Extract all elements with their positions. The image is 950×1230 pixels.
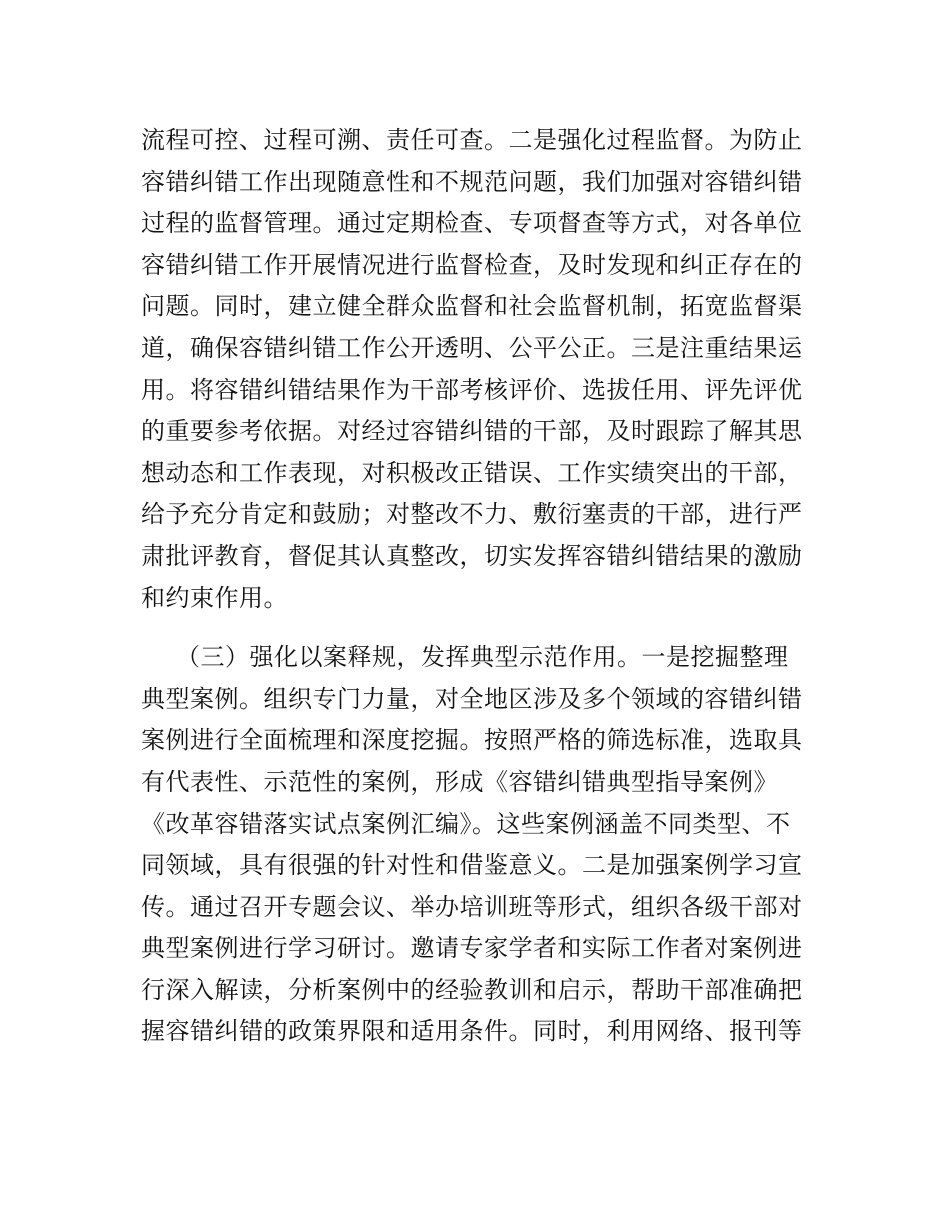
- text-line: 肃批评教育，督促其认真整改，切实发挥容错纠错结果的激励: [141, 541, 803, 570]
- text-line: 握容错纠错的政策界限和适用条件。同时，利用网络、报刊等: [141, 1017, 803, 1046]
- text-line: 想动态和工作表现，对积极改正错误、工作实绩突出的干部，: [141, 458, 803, 487]
- paragraph-2: [141, 637, 813, 1053]
- text-line: 典型案例进行学习研讨。邀请专家学者和实际工作者对案例进: [141, 934, 803, 963]
- text-line: 容错纠错工作开展情况进行监督检查，及时发现和纠正存在的: [141, 250, 803, 279]
- paragraph-1: [141, 120, 813, 619]
- text-line: 典型案例。组织专门力量，对全地区涉及多个领域的容错纠错: [141, 684, 803, 713]
- text-line: 的重要参考依据。对经过容错纠错的干部，及时跟踪了解其思: [141, 417, 803, 446]
- text-line: 容错纠错工作出现随意性和不规范问题，我们加强对容错纠错: [141, 167, 803, 196]
- document-body: [141, 120, 813, 1053]
- text-line: 有代表性、示范性的案例，形成《容错纠错典型指导案例》: [141, 767, 778, 796]
- text-line: 案例进行全面梳理和深度挖掘。按照严格的筛选标准，选取具: [141, 726, 803, 755]
- text-line: 道，确保容错纠错工作公开透明、公平公正。三是注重结果运: [141, 333, 803, 362]
- text-line: 同领域，具有很强的针对性和借鉴意义。二是加强案例学习宣: [141, 851, 803, 880]
- text-line: 流程可控、过程可溯、责任可查。二是强化过程监督。为防止: [141, 126, 803, 154]
- text-line: 过程的监督管理。通过定期检查、专项督查等方式，对各单位: [141, 209, 803, 238]
- text-line: 用。将容错纠错结果作为干部考核评价、选拔任用、评先评优: [141, 375, 803, 404]
- paragraph-spacer: [141, 619, 813, 637]
- text-line: 和约束作用。: [141, 583, 288, 612]
- text-line: 给予充分肯定和鼓励；对整改不力、敷衍塞责的干部，进行严: [141, 500, 803, 529]
- text-line: 问题。同时，建立健全群众监督和社会监督机制，拓宽监督渠: [141, 292, 803, 321]
- text-line: 《改革容错落实试点案例汇编》。这些案例涵盖不同类型、不: [141, 809, 791, 838]
- text-line: 行深入解读，分析案例中的经验教训和启示，帮助干部准确把: [141, 975, 803, 1004]
- text-line: 传。通过召开专题会议、举办培训班等形式，组织各级干部对: [141, 892, 803, 921]
- section-heading-line: （三）强化以案释规，发挥典型示范作用。一是挖掘整理: [176, 643, 789, 672]
